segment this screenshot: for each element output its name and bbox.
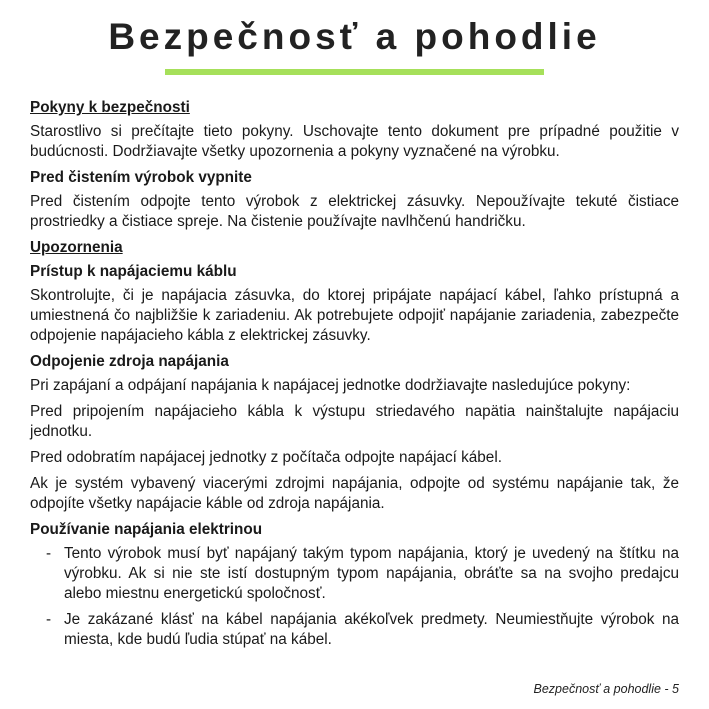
list-item-text: Je zakázané klásť na kábel napájania akékoľvek predmety. Neumiestňujte výrobok na miesta, kde budú ľudia stúpať na kábel.: [64, 611, 679, 648]
list-item-text: Tento výrobok musí byť napájaný takým typom napájania, ktorý je uvedený na štítku na výrobku. Ak si nie ste istí dostupným typom napájania, obráťte sa na svojho predajcu alebo miestnu energetickú spoločnosť.: [64, 545, 679, 602]
subheading-cable-access: Prístup k napájaciemu káblu: [30, 263, 237, 280]
section-heading-safety: Pokyny k bezpečnosti: [30, 99, 190, 116]
power-usage-list: [30, 544, 679, 650]
safety-intro-paragraph: Starostlivo si prečítajte tieto pokyny. Uschovajte tento dokument pre prípadné použitie v budúcnosti. Dodržiavajte všetky upozornenia a pokyny vyznačené na výrobku.: [30, 123, 679, 160]
cable-access-paragraph: Skontrolujte, či je napájacia zásuvka, do ktorej pripájate napájací kábel, ľahko prístupná a umiestnená čo najbližšie k zariadeniu. Ak potrebujete odpojiť napájanie zariadenia, zabezpečte odpojenie napájacieho kábla z elektrickej zásuvky.: [30, 287, 679, 344]
title-underline-bar: [165, 69, 544, 75]
list-item: [30, 544, 679, 604]
list-dash: -: [46, 611, 52, 628]
page-footer: Bezpečnosť a pohodlie - 5: [533, 682, 679, 696]
subheading-power-usage: Používanie napájania elektrinou: [30, 521, 263, 538]
cleaning-paragraph: Pred čistením odpojte tento výrobok z elektrickej zásuvky. Nepoužívajte tekuté čistiace prostriedky a čistiace spreje. Na čistenie používajte navlhčenú handričku.: [30, 193, 679, 230]
list-item: [30, 610, 679, 650]
subheading-disconnect-power: Odpojenie zdroja napájania: [30, 353, 229, 370]
disconnect-paragraph-4: Ak je systém vybavený viacerými zdrojmi napájania, odpojte od systému napájanie tak, že odpojíte všetky napájacie káble od zdroja napájania.: [30, 475, 679, 512]
subheading-cleaning: Pred čistením výrobok vypnite: [30, 169, 252, 186]
section-heading-warnings: Upozornenia: [30, 239, 123, 256]
list-dash: -: [46, 545, 52, 562]
document-body: [30, 98, 679, 656]
page-title: Bezpečnosť a pohodlie: [108, 16, 601, 57]
disconnect-paragraph-2: Pred pripojením napájacieho kábla k výstupu striedavého napätia nainštalujte napájaciu jednotku.: [30, 403, 679, 440]
disconnect-paragraph-1: Pri zapájaní a odpájaní napájania k napájacej jednotke dodržiavajte nasledujúce pokyny:: [30, 377, 631, 394]
disconnect-paragraph-3: Pred odobratím napájacej jednotky z počítača odpojte napájací kábel.: [30, 449, 502, 466]
